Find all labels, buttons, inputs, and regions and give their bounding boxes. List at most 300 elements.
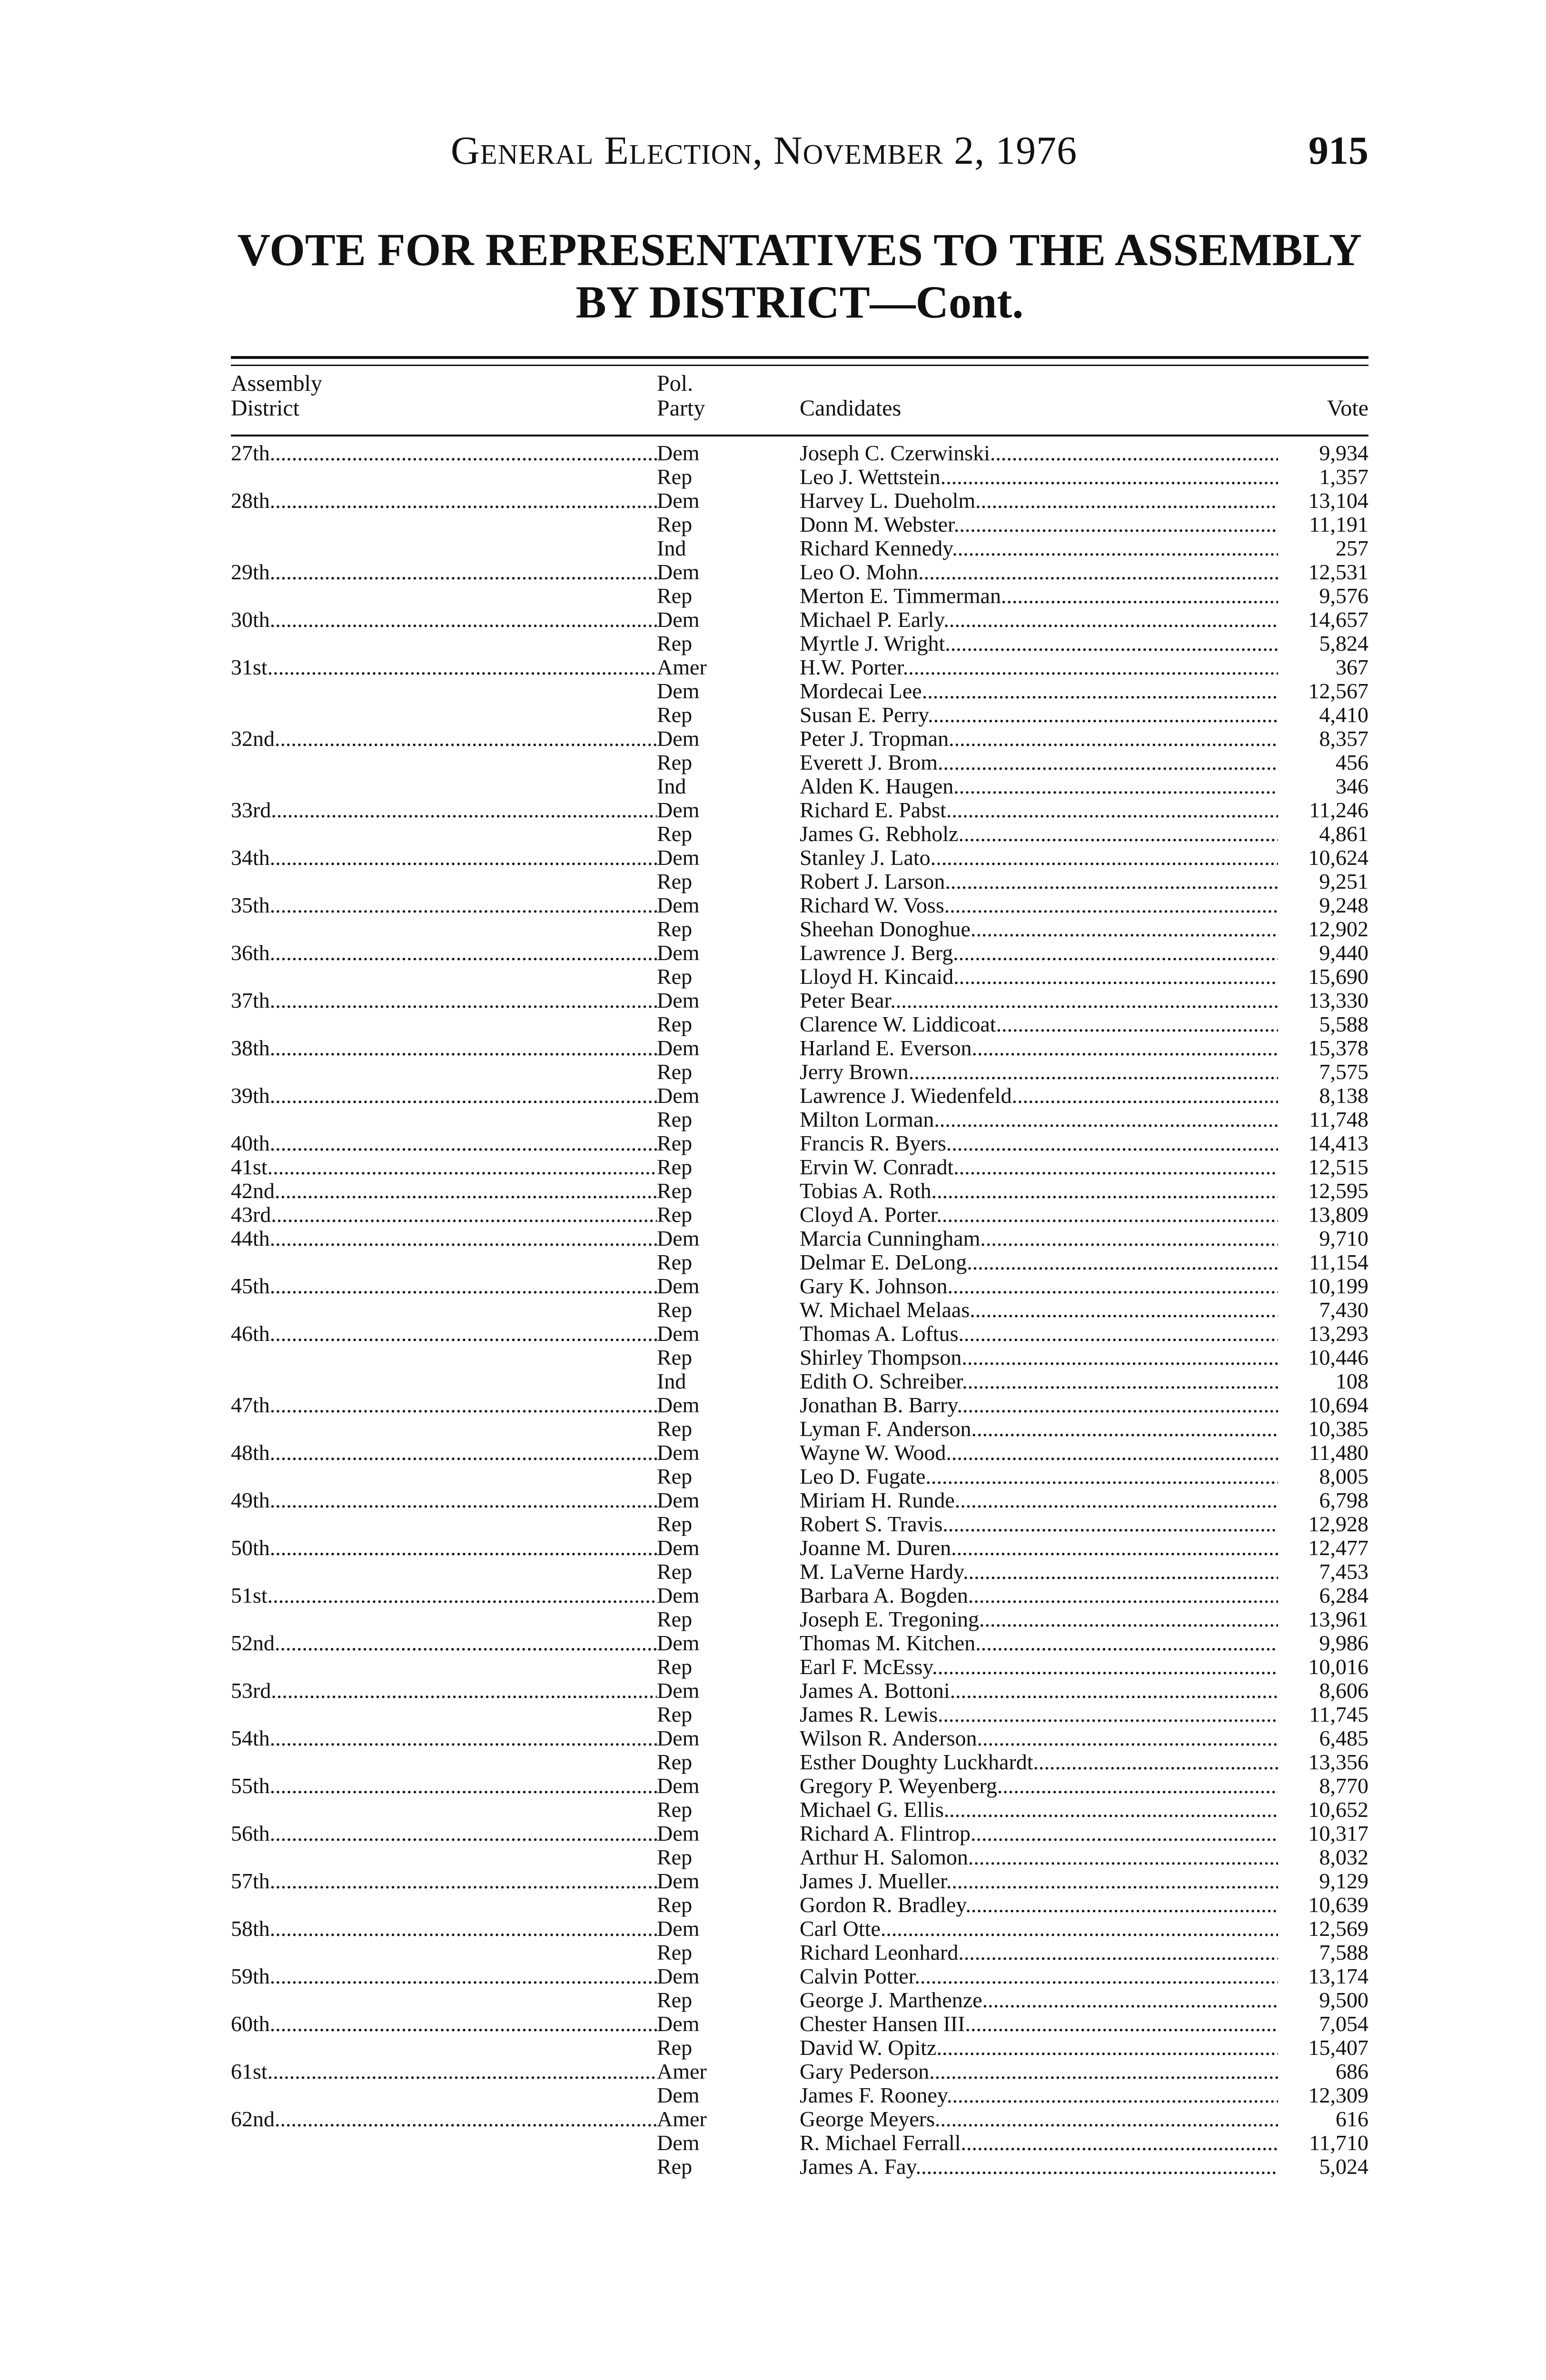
candidate-cell: James F. Rooney ..... [800, 2083, 1278, 2107]
table-row [231, 1726, 1368, 1750]
district-cell: 62nd ..... [231, 2107, 657, 2131]
vote-cell: 12,531 [1308, 560, 1368, 584]
table-row [231, 917, 1368, 941]
party-cell: Amer [657, 2107, 707, 2131]
table-row [231, 1893, 1368, 1917]
district-cell: 54th ..... [231, 1726, 657, 1750]
vote-cell: 12,309 [1308, 2083, 1368, 2107]
vote-cell: 10,385 [1308, 1417, 1368, 1441]
district-cell: 42nd ..... [231, 1179, 657, 1203]
vote-cell: 15,407 [1308, 2035, 1368, 2060]
candidate-cell: Thomas A. Loftus ..... [800, 1322, 1278, 1346]
candidate-cell: Jonathan B. Barry ..... [800, 1393, 1278, 1417]
candidate-cell: George Meyers ..... [800, 2107, 1278, 2131]
party-cell: Dem [657, 1821, 700, 1845]
table-row [231, 489, 1368, 513]
table-row [231, 2083, 1368, 2107]
party-cell: Rep [657, 1655, 693, 1679]
party-cell: Rep [657, 1179, 693, 1203]
party-cell: Dem [657, 1774, 700, 1798]
vote-cell: 10,199 [1308, 1274, 1368, 1298]
candidate-cell: James G. Rebholz ..... [800, 822, 1278, 846]
table-row [231, 703, 1368, 727]
candidate-cell: George J. Marthenze ..... [800, 1988, 1278, 2012]
table-row [231, 1536, 1368, 1560]
table-row [231, 2060, 1368, 2083]
party-cell: Rep [657, 1107, 693, 1131]
party-cell: Rep [657, 1607, 693, 1631]
table-row [231, 1584, 1368, 1607]
candidate-cell: Susan E. Perry ..... [800, 703, 1278, 727]
party-cell: Rep [657, 584, 693, 608]
candidate-cell: Clarence W. Liddicoat ..... [800, 1012, 1278, 1036]
candidate-cell: Alden K. Haugen ..... [800, 774, 1278, 798]
table-row [231, 1250, 1368, 1274]
running-title: General Election, November 2, 1976 [451, 129, 1078, 173]
party-cell: Dem [657, 1036, 700, 1060]
candidate-cell: Joseph C. Czerwinski ..... [800, 441, 1278, 465]
district-cell: 40th ..... [231, 1131, 657, 1155]
table-row [231, 870, 1368, 893]
party-cell: Dem [657, 560, 700, 584]
party-cell: Rep [657, 1845, 693, 1869]
vote-cell: 8,138 [1319, 1083, 1368, 1108]
district-cell: 31st ..... [231, 655, 657, 679]
candidate-cell: Tobias A. Roth ..... [800, 1179, 1278, 1203]
candidate-cell: Joseph E. Tregoning ..... [800, 1607, 1278, 1631]
candidate-cell: Gordon R. Bradley ..... [800, 1893, 1278, 1917]
table-row [231, 1322, 1368, 1346]
table-row [231, 441, 1368, 465]
table-row [231, 941, 1368, 965]
table-row [231, 1369, 1368, 1393]
district-cell: 55th ..... [231, 1774, 657, 1798]
candidate-cell: Sheehan Donoghue ..... [800, 917, 1278, 941]
party-cell: Rep [657, 1250, 693, 1274]
vote-cell: 11,480 [1309, 1440, 1368, 1465]
vote-cell: 5,588 [1319, 1012, 1368, 1036]
district-cell: 56th ..... [231, 1822, 657, 1845]
candidate-cell: James A. Fay ..... [800, 2155, 1278, 2179]
party-cell: Rep [657, 1417, 693, 1441]
table-row [231, 1869, 1368, 1893]
party-cell: Dem [657, 798, 700, 822]
district-cell: 51st ..... [231, 1584, 657, 1607]
party-cell: Amer [657, 2059, 707, 2083]
candidate-cell: Gary Pederson ..... [800, 2060, 1278, 2083]
vote-cell: 14,657 [1308, 607, 1368, 632]
table-row [231, 1131, 1368, 1155]
candidate-cell: Lloyd H. Kincaid ..... [800, 965, 1278, 989]
candidate-cell: Merton E. Timmerman ..... [800, 584, 1278, 608]
party-cell: Rep [657, 465, 693, 489]
top-rule-thin [231, 365, 1368, 366]
table-row [231, 584, 1368, 608]
candidate-cell: Richard Leonhard ..... [800, 1941, 1278, 1964]
party-cell: Rep [657, 1893, 693, 1917]
table-row [231, 560, 1368, 584]
vote-cell: 7,430 [1319, 1298, 1368, 1322]
vote-cell: 14,413 [1308, 1131, 1368, 1155]
table-row [231, 655, 1368, 679]
candidate-cell: Thomas M. Kitchen ..... [800, 1631, 1278, 1655]
party-cell: Dem [657, 1274, 700, 1298]
vote-cell: 616 [1336, 2107, 1368, 2131]
table-row [231, 727, 1368, 751]
candidate-cell: Joanne M. Duren ..... [800, 1536, 1278, 1560]
party-cell: Dem [657, 1869, 700, 1893]
candidate-cell: Harland E. Everson ..... [800, 1036, 1278, 1060]
candidate-cell: Calvin Potter ..... [800, 1964, 1278, 1988]
vote-cell: 13,356 [1308, 1750, 1368, 1774]
vote-cell: 9,251 [1319, 869, 1368, 893]
district-cell: 36th ..... [231, 941, 657, 965]
party-cell: Rep [657, 1512, 693, 1536]
candidate-cell: Leo D. Fugate ..... [800, 1465, 1278, 1488]
party-cell: Dem [657, 441, 700, 465]
vote-cell: 6,485 [1319, 1726, 1368, 1750]
candidate-cell: Michael G. Ellis ..... [800, 1798, 1278, 1822]
table-row [231, 1036, 1368, 1060]
party-cell: Rep [657, 1464, 693, 1488]
district-cell: 33rd ..... [231, 798, 657, 822]
candidate-cell: David W. Opitz ..... [800, 2036, 1278, 2060]
party-cell: Dem [657, 1536, 700, 1560]
vote-cell: 13,961 [1308, 1607, 1368, 1631]
vote-cell: 12,515 [1308, 1155, 1368, 1179]
party-cell: Ind [657, 1369, 686, 1393]
candidate-cell: Barbara A. Bogden ..... [800, 1584, 1278, 1607]
vote-cell: 12,569 [1308, 1916, 1368, 1941]
table-row [231, 536, 1368, 560]
table-row [231, 608, 1368, 632]
table-row [231, 798, 1368, 822]
party-cell: Dem [657, 893, 700, 917]
vote-cell: 6,284 [1319, 1583, 1368, 1607]
table-row [231, 989, 1368, 1012]
candidate-cell: Lawrence J. Berg ..... [800, 941, 1278, 965]
results-table [231, 441, 1368, 2179]
party-cell: Dem [657, 1583, 700, 1607]
candidate-cell: Everett J. Brom ..... [800, 751, 1278, 774]
vote-cell: 13,809 [1308, 1202, 1368, 1227]
table-row [231, 2036, 1368, 2060]
table-row [231, 513, 1368, 536]
candidate-cell: Lyman F. Anderson ..... [800, 1417, 1278, 1441]
district-cell: 34th ..... [231, 846, 657, 870]
vote-cell: 13,174 [1308, 1964, 1368, 1988]
candidate-cell: James A. Bottoni ..... [800, 1679, 1278, 1703]
party-cell: Rep [657, 1131, 693, 1155]
vote-cell: 9,934 [1319, 441, 1368, 465]
table-row [231, 1750, 1368, 1774]
vote-cell: 12,595 [1308, 1179, 1368, 1203]
party-cell: Rep [657, 1202, 693, 1227]
vote-cell: 8,770 [1319, 1774, 1368, 1798]
candidate-cell: Leo J. Wettstein ..... [800, 465, 1278, 489]
table-row [231, 1179, 1368, 1203]
table-row [231, 1274, 1368, 1298]
vote-cell: 13,104 [1308, 488, 1368, 513]
party-cell: Rep [657, 1797, 693, 1822]
table-row [231, 1346, 1368, 1369]
party-cell: Dem [657, 1440, 700, 1465]
table-title-line1: VOTE FOR REPRESENTATIVES TO THE ASSEMBLY [237, 224, 1362, 275]
table-row [231, 1155, 1368, 1179]
table-row [231, 1393, 1368, 1417]
vote-cell: 11,748 [1309, 1107, 1368, 1131]
vote-cell: 4,410 [1319, 703, 1368, 727]
district-cell: 38th ..... [231, 1036, 657, 1060]
party-cell: Amer [657, 655, 707, 679]
vote-cell: 15,690 [1308, 964, 1368, 989]
party-cell: Rep [657, 1345, 693, 1369]
candidate-cell: Edith O. Schreiber ..... [800, 1369, 1278, 1393]
candidate-cell: Lawrence J. Wiedenfeld ..... [800, 1084, 1278, 1108]
district-cell: 52nd ..... [231, 1631, 657, 1655]
candidate-cell: W. Michael Melaas ..... [800, 1298, 1278, 1322]
party-cell: Ind [657, 774, 686, 798]
vote-cell: 10,317 [1308, 1821, 1368, 1845]
party-cell: Rep [657, 2035, 693, 2060]
vote-cell: 12,928 [1308, 1512, 1368, 1536]
candidate-cell: Mordecai Lee ..... [800, 679, 1278, 703]
candidate-cell: Donn M. Webster ..... [800, 513, 1278, 536]
district-cell: 58th ..... [231, 1917, 657, 1941]
table-row [231, 822, 1368, 846]
table-row [231, 1822, 1368, 1845]
vote-cell: 10,624 [1308, 845, 1368, 870]
party-cell: Rep [657, 1012, 693, 1036]
district-cell: 53rd ..... [231, 1679, 657, 1703]
party-cell: Dem [657, 488, 700, 513]
candidate-cell: Milton Lorman ..... [800, 1108, 1278, 1131]
party-cell: Ind [657, 536, 686, 560]
district-cell: 39th ..... [231, 1084, 657, 1108]
district-cell: 43rd ..... [231, 1203, 657, 1227]
table-row [231, 1774, 1368, 1798]
candidate-cell: Peter Bear ..... [800, 989, 1278, 1012]
district-cell: 59th ..... [231, 1964, 657, 1988]
table-row [231, 893, 1368, 917]
table-row [231, 1227, 1368, 1250]
vote-cell: 108 [1336, 1369, 1368, 1393]
table-row [231, 1203, 1368, 1227]
vote-cell: 686 [1336, 2059, 1368, 2083]
vote-cell: 11,154 [1309, 1250, 1368, 1274]
district-cell: 47th ..... [231, 1393, 657, 1417]
party-cell: Dem [657, 1321, 700, 1346]
candidate-cell: Chester Hansen III ..... [800, 2012, 1278, 2036]
table-title [231, 224, 1368, 328]
district-cell: 35th ..... [231, 893, 657, 917]
party-cell: Rep [657, 703, 693, 727]
district-cell: 45th ..... [231, 1274, 657, 1298]
candidate-cell: Peter J. Tropman ..... [800, 727, 1278, 751]
vote-cell: 11,191 [1309, 512, 1368, 536]
table-row [231, 1655, 1368, 1679]
party-cell: Dem [657, 1083, 700, 1108]
vote-cell: 9,440 [1319, 941, 1368, 965]
table-row [231, 965, 1368, 989]
district-cell: 27th ..... [231, 441, 657, 465]
candidate-cell: Gregory P. Weyenberg ..... [800, 1774, 1278, 1798]
party-cell: Dem [657, 1631, 700, 1655]
party-cell: Rep [657, 917, 693, 941]
vote-cell: 8,005 [1319, 1464, 1368, 1488]
candidate-cell: Cloyd A. Porter ..... [800, 1203, 1278, 1227]
candidate-cell: M. LaVerne Hardy ..... [800, 1560, 1278, 1584]
party-cell: Dem [657, 2131, 700, 2155]
table-row [231, 2107, 1368, 2131]
table-row [231, 632, 1368, 655]
party-cell: Rep [657, 2154, 693, 2179]
column-header-party: Pol. Party [657, 371, 705, 421]
table-row [231, 1298, 1368, 1322]
table-row [231, 751, 1368, 774]
table-row [231, 465, 1368, 489]
candidate-cell: Wilson R. Anderson ..... [800, 1726, 1278, 1750]
vote-cell: 13,293 [1308, 1321, 1368, 1346]
candidate-cell: Robert J. Larson ..... [800, 870, 1278, 893]
vote-cell: 10,016 [1308, 1655, 1368, 1679]
party-cell: Dem [657, 679, 700, 703]
table-row [231, 2012, 1368, 2036]
candidate-cell: Wayne W. Wood ..... [800, 1441, 1278, 1465]
column-header-candidates: Candidates [800, 396, 902, 421]
candidate-cell: Miriam H. Runde ..... [800, 1488, 1278, 1512]
party-cell: Rep [657, 631, 693, 655]
party-cell: Dem [657, 607, 700, 632]
table-row [231, 1679, 1368, 1703]
vote-cell: 6,798 [1319, 1488, 1368, 1512]
vote-cell: 7,054 [1319, 2012, 1368, 2036]
vote-cell: 5,024 [1319, 2154, 1368, 2179]
party-cell: Rep [657, 1559, 693, 1584]
candidate-cell: Earl F. McEssy ..... [800, 1655, 1278, 1679]
party-cell: Dem [657, 941, 700, 965]
table-row [231, 1441, 1368, 1465]
column-header-district: Assembly District [231, 371, 322, 421]
party-cell: Rep [657, 1750, 693, 1774]
party-cell: Rep [657, 1155, 693, 1179]
top-rule-thick [231, 356, 1368, 359]
table-row [231, 1060, 1368, 1084]
vote-cell: 9,248 [1319, 893, 1368, 917]
table-row [231, 679, 1368, 703]
party-cell: Rep [657, 512, 693, 536]
candidate-cell: Francis R. Byers ..... [800, 1131, 1278, 1155]
district-cell: 57th ..... [231, 1869, 657, 1893]
table-row [231, 1798, 1368, 1822]
district-cell: 46th ..... [231, 1322, 657, 1346]
district-cell: 48th ..... [231, 1441, 657, 1465]
district-cell: 61st ..... [231, 2060, 657, 2083]
vote-cell: 12,477 [1308, 1536, 1368, 1560]
party-cell: Rep [657, 1702, 693, 1726]
candidate-cell: Harvey L. Dueholm ..... [800, 489, 1278, 513]
candidate-cell: Arthur H. Salomon ..... [800, 1845, 1278, 1869]
candidate-cell: Ervin W. Conradt ..... [800, 1155, 1278, 1179]
vote-cell: 9,710 [1319, 1226, 1368, 1250]
vote-cell: 346 [1336, 774, 1368, 798]
vote-cell: 9,986 [1319, 1631, 1368, 1655]
header-rule [231, 435, 1368, 436]
candidate-cell: Richard W. Voss ..... [800, 893, 1278, 917]
party-cell: Rep [657, 822, 693, 846]
district-cell: 29th ..... [231, 560, 657, 584]
vote-cell: 13,330 [1308, 988, 1368, 1012]
vote-cell: 7,575 [1319, 1060, 1368, 1084]
party-cell: Dem [657, 2012, 700, 2036]
candidate-cell: Richard E. Pabst ..... [800, 798, 1278, 822]
party-cell: Rep [657, 1298, 693, 1322]
candidate-cell: R. Michael Ferrall ..... [800, 2131, 1278, 2155]
vote-cell: 7,588 [1319, 1940, 1368, 1964]
vote-cell: 7,453 [1319, 1559, 1368, 1584]
party-cell: Dem [657, 845, 700, 870]
candidate-cell: H.W. Porter ..... [800, 655, 1278, 679]
district-cell: 41st ..... [231, 1155, 657, 1179]
table-title-line2: BY DISTRICT—Cont. [575, 277, 1024, 327]
candidate-cell: Myrtle J. Wright ..... [800, 632, 1278, 655]
vote-cell: 8,606 [1319, 1678, 1368, 1703]
vote-cell: 1,357 [1319, 465, 1368, 489]
vote-cell: 8,032 [1319, 1845, 1368, 1869]
page-header [231, 128, 1368, 180]
candidate-cell: Stanley J. Lato ..... [800, 846, 1278, 870]
candidate-cell: Michael P. Early ..... [800, 608, 1278, 632]
district-cell: 60th ..... [231, 2012, 657, 2036]
vote-cell: 11,246 [1309, 798, 1368, 822]
table-row [231, 1703, 1368, 1726]
vote-cell: 4,861 [1319, 822, 1368, 846]
district-cell: 37th ..... [231, 989, 657, 1012]
party-cell: Dem [657, 726, 700, 751]
district-cell: 44th ..... [231, 1227, 657, 1250]
vote-cell: 12,567 [1308, 679, 1368, 703]
vote-cell: 11,745 [1309, 1702, 1368, 1726]
party-cell: Dem [657, 2083, 700, 2107]
candidate-cell: Esther Doughty Luckhardt ..... [800, 1750, 1278, 1774]
party-cell: Dem [657, 1916, 700, 1941]
candidate-cell: Delmar E. DeLong ..... [800, 1250, 1278, 1274]
party-cell: Rep [657, 1988, 693, 2012]
table-row [231, 1988, 1368, 2012]
party-cell: Dem [657, 1393, 700, 1417]
table-row [231, 1084, 1368, 1108]
candidate-cell: Marcia Cunningham ..... [800, 1227, 1278, 1250]
table-row [231, 846, 1368, 870]
vote-cell: 367 [1336, 655, 1368, 679]
party-cell: Rep [657, 1060, 693, 1084]
candidate-cell: Richard A. Flintrop ..... [800, 1822, 1278, 1845]
page-number: 915 [1308, 129, 1368, 173]
candidate-cell: Shirley Thompson ..... [800, 1346, 1278, 1369]
party-cell: Rep [657, 1940, 693, 1964]
party-cell: Dem [657, 1226, 700, 1250]
vote-cell: 9,129 [1319, 1869, 1368, 1893]
party-cell: Dem [657, 1964, 700, 1988]
table-row [231, 1917, 1368, 1941]
district-cell: 50th ..... [231, 1536, 657, 1560]
party-cell: Dem [657, 1488, 700, 1512]
district-cell: 28th ..... [231, 489, 657, 513]
table-row [231, 1108, 1368, 1131]
table-row [231, 1607, 1368, 1631]
table-row [231, 1512, 1368, 1536]
district-cell: 30th ..... [231, 608, 657, 632]
